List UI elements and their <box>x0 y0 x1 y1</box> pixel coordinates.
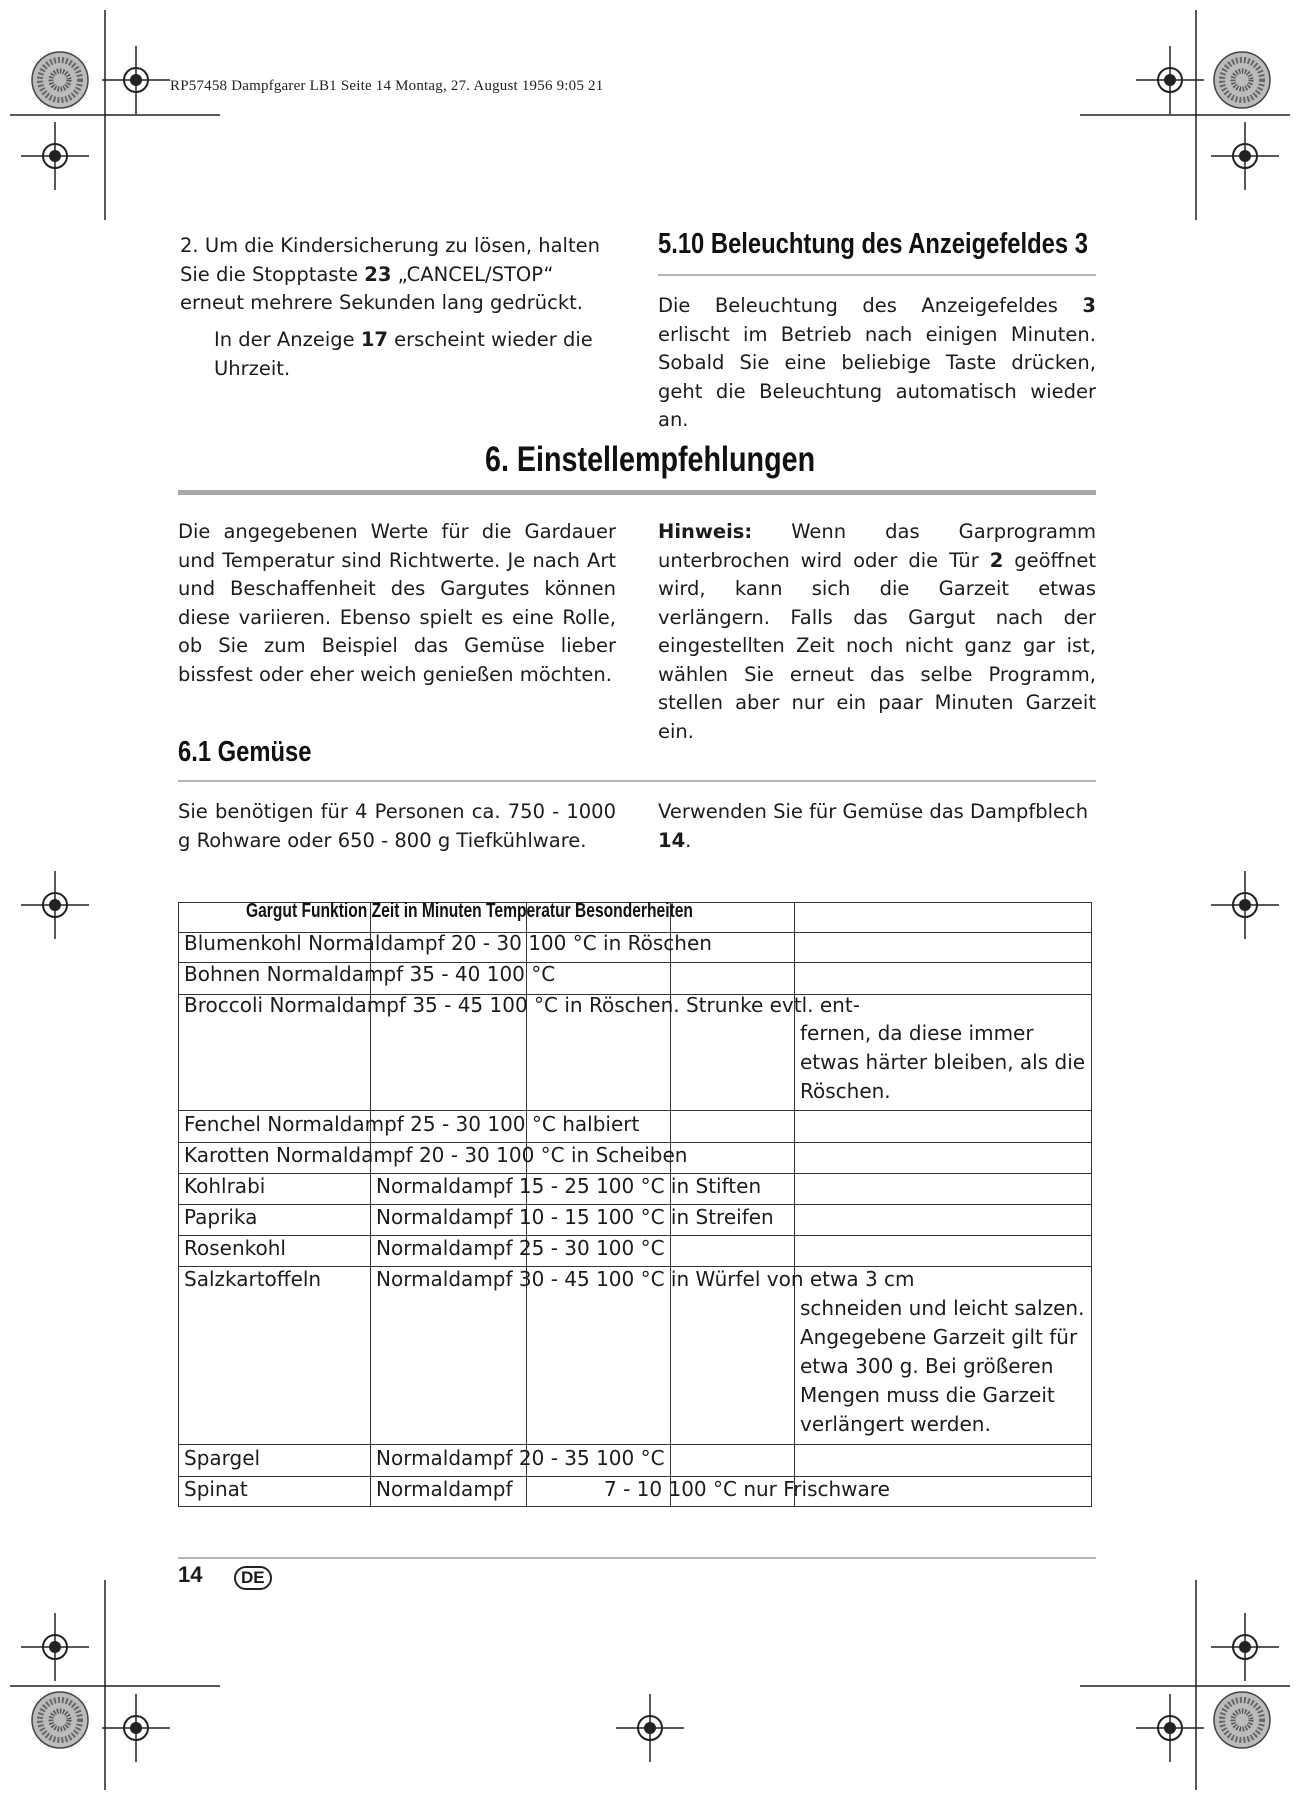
country-badge: DE <box>234 1566 272 1590</box>
table-row: Spargel <box>184 1446 261 1470</box>
display-ref-17: 17 <box>360 328 388 351</box>
section-6-title: 6. Einstellempfehlungen <box>485 440 816 479</box>
step-2 <box>180 232 620 318</box>
step-ref-23: 23 <box>364 262 392 286</box>
display-text-c: erscheint wieder die Uhrzeit. <box>214 328 593 380</box>
table-row: Fenchel Normaldampf 25 - 30 100 °C halbiert <box>184 1112 640 1136</box>
hint-text-a: Wenn das Garprogramm unterbrochen wird oder die Tür <box>658 520 1096 572</box>
table-row-detail: Normaldampf <box>376 1477 513 1501</box>
hint-text-c: geöffnet wird, kann sich die Garzeit etwas verlängern. Falls das Gargut nach der eingestellten Zeit noch nicht ganz gar ist, wählen Sie erneut das selbe Programm, stellen aber nur ein paar Minuten Garzeit ein. <box>658 548 1096 743</box>
step-text-c: „CANCEL/STOP“ erneut mehrere Sekunden lang gedrückt. <box>180 262 583 314</box>
table-row-note: schneiden und leicht salzen. Angegebene Garzeit gilt für etwa 300 g. Bei größeren Mengen muss die Garzeit verlängert werden. <box>800 1296 1085 1436</box>
section-510-text-a: Die Beleuchtung des Anzeigefeldes <box>658 294 1083 317</box>
footer-rule <box>178 1557 1096 1559</box>
section-510-text <box>658 292 1096 435</box>
section-6-left-text: Die angegebenen Werte für die Gardauer und Temperatur sind Richtwerte. Je nach Art und Beschaffenheit des Gargutes können diese variieren. Ebenso spielt es eine Rolle, ob Sie zum Beispiel das Gemüse lieber bissfest oder eher weich genießen möchten. <box>178 520 616 686</box>
table-row-detail: Normaldampf 15 - 25 100 °C in Stiften <box>376 1174 762 1198</box>
table-row: Broccoli Normaldampf 35 - 45 100 °C in Röschen. Strunke evtl. ent- <box>184 993 860 1017</box>
section-510-ref-3: 3 <box>1082 294 1096 317</box>
table-row: Karotten Normaldampf 20 - 30 100 °C in Scheiben <box>184 1143 688 1167</box>
table-row: Rosenkohl <box>184 1236 286 1260</box>
step-number: 2. <box>180 234 199 257</box>
table-header: Gargut Funktion Zeit in Minuten Temperatur Besonderheiten <box>246 900 693 922</box>
display-text-a: In der Anzeige <box>214 328 361 351</box>
section-61-left-text: Sie benötigen für 4 Personen ca. 750 - 1000 g Rohware oder 650 - 800 g Tiefkühlware. <box>178 800 616 852</box>
table-row: Kohlrabi <box>184 1174 266 1198</box>
section-510-title: 5.10 Beleuchtung des Anzeigefeldes 3 <box>658 228 1088 260</box>
section-6-hint <box>658 518 1096 746</box>
section-61-right-a: Verwenden Sie für Gemüse das Dampfblech <box>658 800 1089 823</box>
table-row: Salzkartoffeln <box>184 1267 322 1291</box>
table-row: Paprika <box>184 1205 258 1229</box>
table-row-detail: Normaldampf 25 - 30 100 °C <box>376 1236 665 1260</box>
table-row-detail: Normaldampf 10 - 15 100 °C in Streifen <box>376 1205 774 1229</box>
section-61-rule <box>178 780 1096 782</box>
section-510-text-c: erlischt im Betrieb nach einigen Minuten. Sobald Sie eine beliebige Taste drücken, geht die Beleuchtung automatisch wieder an. <box>658 322 1096 431</box>
table-row-detail: Normaldampf 20 - 35 100 °C <box>376 1446 665 1470</box>
hint-label: Hinweis: <box>658 520 753 543</box>
print-slug: RP57458 Dampfgarer LB1 Seite 14 Montag, 27. August 1956 9:05 21 <box>170 78 604 94</box>
table-row: Bohnen Normaldampf 35 - 40 100 °C <box>184 962 556 986</box>
table-row-detail: 7 - 10 100 °C nur Frischware <box>604 1477 890 1501</box>
display-paragraph <box>214 326 620 383</box>
section-61-title: 6.1 Gemüse <box>178 736 312 768</box>
section-510-rule <box>658 274 1096 276</box>
page-number: 14 <box>178 1562 203 1587</box>
table-row-detail: Normaldampf 30 - 45 100 °C in Würfel von etwa 3 cm <box>376 1267 915 1291</box>
table-row: Blumenkohl Normaldampf 20 - 30 100 °C in Röschen <box>184 931 712 955</box>
table-row: Spinat <box>184 1477 248 1501</box>
table-row-note: fernen, da diese immer etwas härter bleiben, als die Röschen. <box>800 1021 1086 1103</box>
hint-ref-2: 2 <box>989 548 1004 572</box>
section-61-ref-14: 14 <box>658 828 686 852</box>
section-6-rule <box>178 490 1096 495</box>
section-61-right-text <box>658 798 1096 855</box>
step-text-a: Um die Kindersicherung zu lösen, halten Sie die Stopptaste <box>180 234 600 286</box>
section-61-right-c: . <box>685 828 692 852</box>
